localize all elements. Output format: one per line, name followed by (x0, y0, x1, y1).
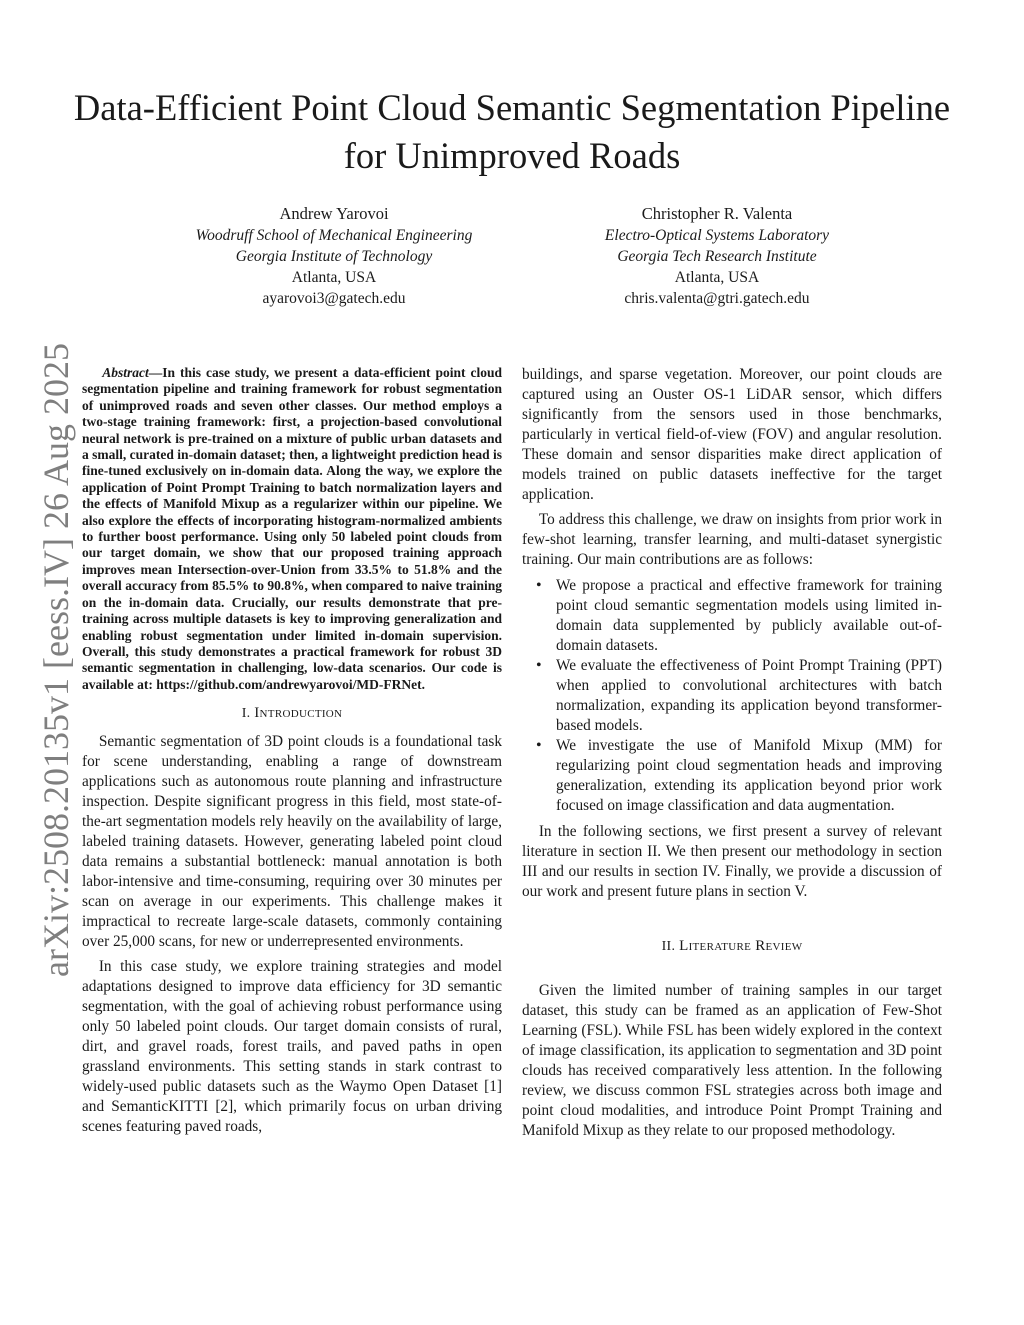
author-block-2 (507, 203, 927, 309)
section-heading-literature-review (522, 936, 942, 957)
intro-closing-paragraph: In the following sections, we first present a survey of relevant literature in section II. We then present our methodology in section III and our results in section IV. Finally, we provide a discussion of our work and present future plans in section V. (522, 823, 942, 900)
paper-title: Data-Efficient Point Cloud Semantic Segmentation Pipeline for Unimproved Roads (73, 87, 951, 176)
intro-paragraph-2: In this case study, we explore training strategies and model adaptations designed to improve data efficiency for 3D semantic segmentation, with the goal of achieving robust performance using only 50 labeled point clouds. Our target domain consists of rural, dirt, and gravel roads, forest trails, and paved paths in open grassland environments. This setting stands in stark contrast to widely-used public datasets such as the Waymo Open Dataset [1] and SemanticKITTI [2], which primarily focus on urban driving scenes featuring paved roads, (82, 958, 502, 1136)
section-number: I. (241, 706, 251, 722)
literature-paragraph: Given the limited number of training samples in our target dataset, this study can be framed as an application of Few-Shot Learning (FSL). While FSL has been widely explored in the context of image classification, its application to segmentation and 3D point clouds has received comparatively less attention. In the following review, we discuss common FSL strategies across both image and point cloud modalities, and introduce Point Prompt Training and Manifold Mixup as they relate to our proposed methodology. (522, 982, 942, 1139)
arxiv-identifier: arXiv:2508.20135v1 [eess.IV] 26 Aug 2025 (36, 343, 76, 977)
contributions-list (522, 576, 942, 816)
author-location: Atlanta, USA (674, 269, 760, 286)
author-name: Andrew Yarovoi (279, 204, 389, 223)
author-organization: Georgia Tech Research Institute (617, 248, 817, 265)
abstract-text: —In this case study, we present a data-efficient point cloud segmentation pipeline and training framework for robust segmentation of unimproved roads and seven other classes. Our method employs a two-stage training framework: first, a projection-based convolutional neural network is pre-trained on a mixture of public urban datasets and a small, curated in-domain dataset; then, a lightweight prediction head is fine-tuned exclusively on in-domain data. Along the way, we explore the application of Point Prompt Training to batch normalization layers and the effects of Manifold Mixup as a regularizer within our pipeline. We also explore the effects of incorporating histogram-normalized ambients to further boost performance. Using only 50 labeled point clouds from our target domain, we show that our proposed training approach improves mean Intersection-over-Union from 33.5% to 51.8% and the overall accuracy from 85.5% to 90.8%, when compared to naive training on the in-domain data. Crucially, our results demonstrate that pre-training across multiple datasets is key to improving generalization and enabling robust segmentation under limited in-domain supervision. Overall, this study demonstrates a practical framework for robust 3D semantic segmentation in challenging, low-data scenarios. Our code is available at: https://github.com/andrewyarovoi/MD-FRNet. (82, 365, 502, 692)
author-name: Christopher R. Valenta (641, 204, 793, 223)
author-department: Woodruff School of Mechanical Engineering (195, 227, 473, 244)
author-email: ayarovoi3@gatech.edu (262, 290, 406, 307)
author-organization: Georgia Institute of Technology (235, 248, 433, 265)
contribution-item: • We investigate the use of Manifold Mixup (MM) for regularizing point cloud segmentation heads and improving generalization, extending its application beyond prior work focused on image classification and data augmentation. (556, 736, 942, 816)
section-title: Literature Review (679, 938, 803, 954)
intro-paragraph-3: buildings, and sparse vegetation. Moreover, our point clouds are captured using an Ouster OS-1 LiDAR sensor, which differs significantly from the sensors used in those benchmarks, particularly in vertical field-of-view (FOV) and angular resolution. These domain and sensor disparities make direct application of models trained on public datasets ineffective for the target application. (522, 366, 942, 503)
author-department: Electro-Optical Systems Laboratory (604, 227, 830, 244)
section-number: II. (661, 939, 676, 954)
abstract-label: Abstract (102, 365, 149, 380)
contribution-item: • We evaluate the effectiveness of Point Prompt Training (PPT) when applied to convolutional architectures with batch normalization, expanding its application beyond transformer-based models. (556, 656, 942, 736)
contribution-item: • We propose a practical and effective framework for training point cloud semantic segmentation models using limited in-domain data supplemented by publicly available out-of-domain datasets. (556, 576, 942, 656)
section-title: Introduction (254, 705, 343, 722)
section-heading-introduction (82, 703, 502, 724)
author-location: Atlanta, USA (291, 269, 377, 286)
intro-paragraph-1: Semantic segmentation of 3D point clouds is a foundational task for scene understanding, enabling a range of downstream applications such as autonomous route planning and infrastructure inspection. Despite significant progress in this field, most state-of-the-art segmentation models rely heavily on the availability of large, labeled training datasets. However, generating labeled point cloud data remains a substantial bottleneck: manual annotation is both labor-intensive and time-consuming, requiring over 30 minutes per scan on average in our experiments. This challenge makes it impractical to recreate large-scale datasets, commonly containing over 25,000 scans, for new or underrepresented environments. (82, 733, 502, 951)
author-block-1 (124, 203, 544, 309)
left-column (82, 365, 502, 1137)
abstract (82, 365, 502, 693)
intro-paragraph-4: To address this challenge, we draw on insights from prior work in few-shot learning, transfer learning, and multi-dataset synergistic training. Our main contributions are as follows: (522, 511, 942, 568)
right-column (522, 365, 942, 1141)
author-email: chris.valenta@gtri.gatech.edu (624, 290, 810, 307)
